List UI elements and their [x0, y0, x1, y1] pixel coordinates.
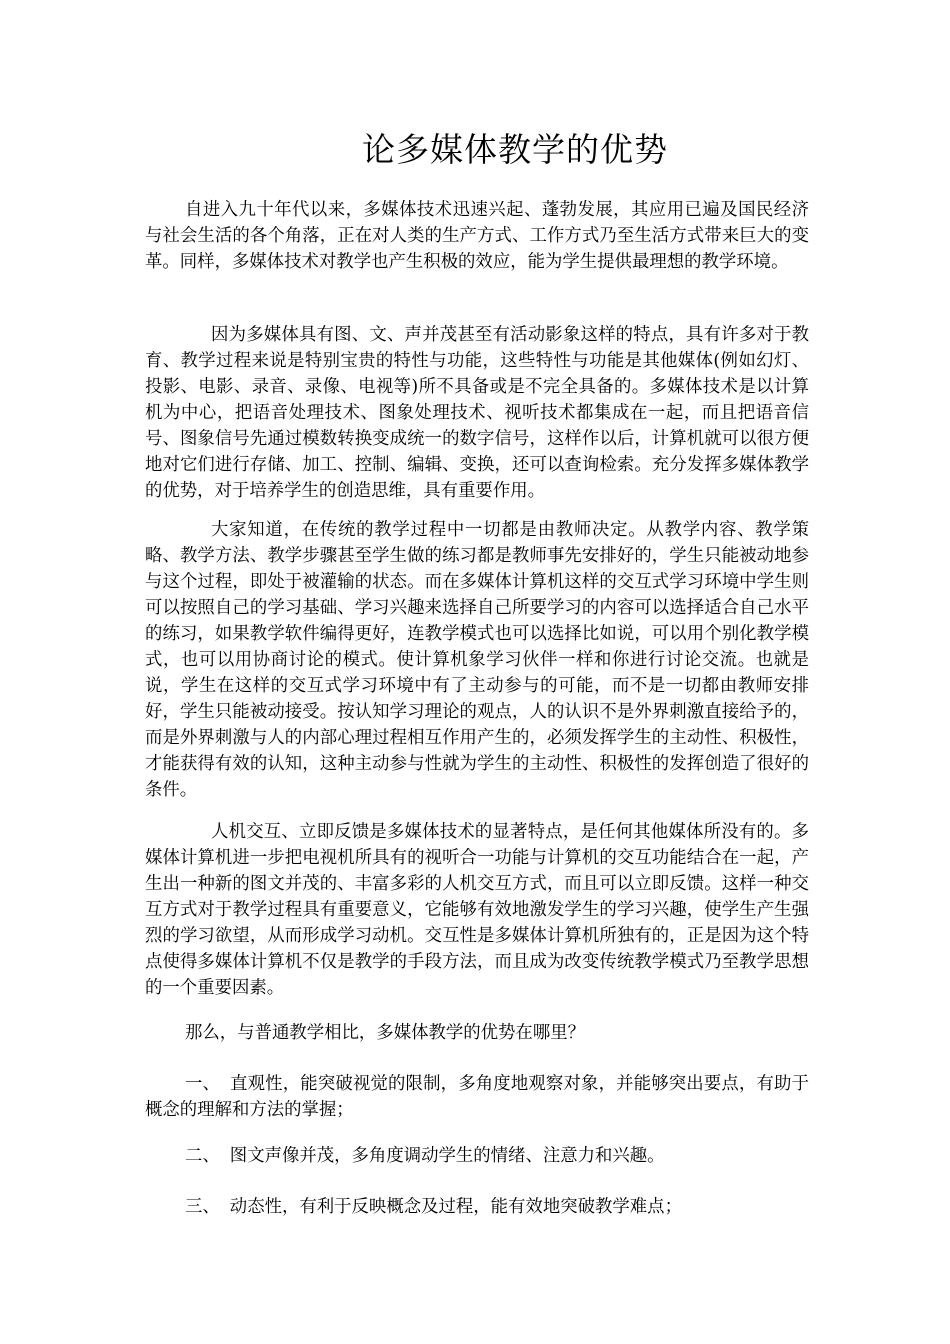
paragraph-intro: 自进入九十年代以来，多媒体技术迅速兴起、蓬勃发展，其应用已遍及国民经济与社会生活的各个角落，正在对人类的生产方式、工作方式乃至生活方式带来巨大的变革。同样，多媒体技术对教学也产生积极的效应，能为学生提供最理想的教学环境。	[145, 200, 809, 272]
paragraph-features: 因为多媒体具有图、文、声并茂甚至有活动影象这样的特点，具有许多对于教育、教学过程来说是特别宝贵的特性与功能，这些特性与功能是其他媒体(例如幻灯、投影、电影、录音、录像、电视等)所不具备或是不完全具备的。多媒体技术是以计算机为中心，把语音处理技术、图象处理技术、视听技术都集成在一起，而且把语音信号、图象信号先通过模数转换变成统一的数字信号，这样作以后，计算机就可以很方便地对它们进行存储、加工、控制、编辑、变换，还可以查询检索。充分发挥多媒体教学的优势，对于培养学生的创造思维，具有重要作用。	[145, 325, 809, 501]
list-item	[145, 1194, 809, 1220]
list-item-text: 直观性，能突破视觉的限制，多角度地观察对象，并能够突出要点，有助于概念的理解和方法的掌握；	[145, 1074, 809, 1120]
list-item-marker: 一、	[185, 1074, 221, 1094]
list-item-marker: 二、	[185, 1146, 220, 1166]
list-item-text: 动态性，有利于反映概念及过程，能有效地突破教学难点；	[229, 1197, 682, 1217]
list-item-marker: 三、	[185, 1197, 220, 1217]
paragraph-interactive-learning: 大家知道，在传统的教学过程中一切都是由教师决定。从教学内容、教学策略、教学方法、教学步骤甚至学生做的练习都是教师事先安排好的，学生只能被动地参与这个过程，即处于被灌输的状态。而在多媒体计算机这样的交互式学习环境中学生则可以按照自己的学习基础、学习兴趣来选择自己所要学习的内容可以选择适合自己水平的练习，如果教学软件编得更好，连教学模式也可以选择比如说，可以用个别化教学模式，也可以用协商讨论的模式。使计算机象学习伙伴一样和你进行讨论交流。也就是说，学生在这样的交互式学习环境中有了主动参与的可能，而不是一切都由教师安排好，学生只能被动接受。按认知学习理论的观点，人的认识不是外界刺激直接给予的，而是外界刺激与人的内部心理过程相互作用产生的，必须发挥学生的主动性、积极性，才能获得有效的认知，这种主动参与性就为学生的主动性、积极性的发挥创造了很好的条件。	[145, 520, 809, 800]
paragraph-human-computer-interaction: 人机交互、立即反馈是多媒体技术的显著特点，是任何其他媒体所没有的。多媒体计算机进一步把电视机所具有的视听合一功能与计算机的交互功能结合在一起，产生出一种新的图文并茂的、丰富多彩的人机交互方式，而且可以立即反馈。这样一种交互方式对于教学过程具有重要意义，它能够有效地激发学生的学习兴趣，使学生产生强烈的学习欲望，从而形成学习动机。交互性是多媒体计算机所独有的，正是因为这个特点使得多媒体计算机不仅是教学的手段方法，而且成为改变传统教学模式乃至教学思想的一个重要因素。	[145, 822, 809, 998]
paragraph-question: 那么，与普通教学相比，多媒体教学的优势在哪里？	[185, 1023, 585, 1043]
list-item-text: 图文声像并茂，多角度调动学生的情绪、注意力和兴趣。	[229, 1146, 665, 1166]
document-title: 论多媒体教学的优势	[362, 130, 668, 169]
list-item	[145, 1071, 809, 1123]
list-item	[145, 1143, 809, 1169]
